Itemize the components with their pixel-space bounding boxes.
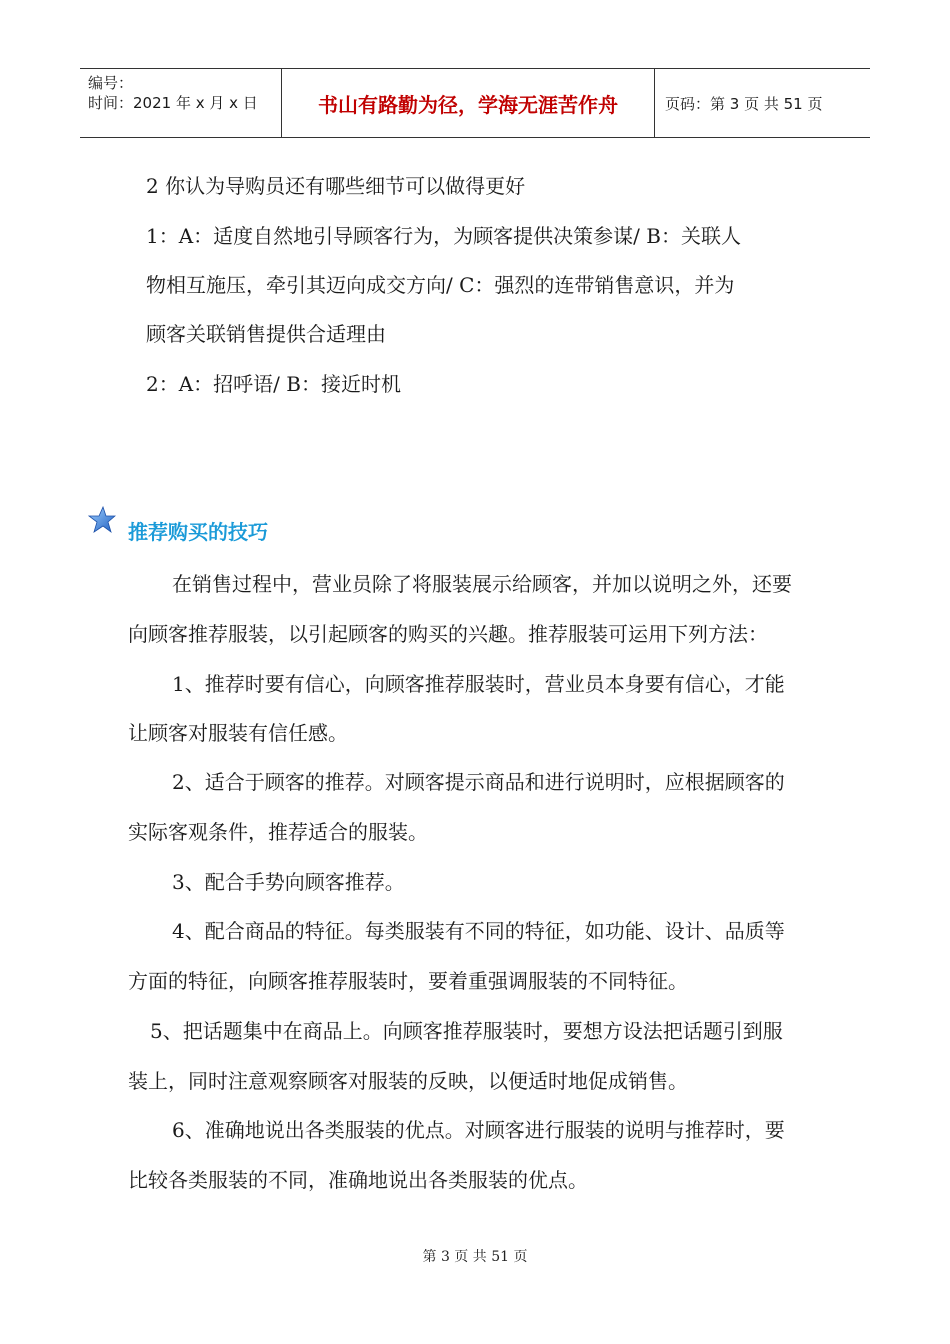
question-text: 2 你认为导购员还有哪些细节可以做得更好 [146,174,526,198]
header-motto: 书山有路勤为径，学海无涯苦作舟 [282,69,655,137]
star-icon [88,506,116,534]
number-label: 编号： [88,74,134,92]
intro-line2: 向顾客推荐服装，以引起顾客的购买的兴趣。推荐服装可运用下列方法： [128,622,768,646]
page-header [80,68,870,138]
item1-line1: 1、推荐时要有信心，向顾客推荐服装时，营业员本身要有信心，才能 [172,672,785,696]
item2-line2: 实际客观条件，推荐适合的服装。 [128,820,428,844]
item5-line2: 装上，同时注意观察顾客对服装的反映，以便适时地促成销售。 [128,1069,688,1093]
answer1-line3: 顾客关联销售提供合适理由 [146,322,386,346]
item1-line2: 让顾客对服装有信任感。 [128,721,348,745]
header-page-number: 页码：第 3 页 共 51 页 [665,94,823,113]
answer2-text: 2：A：招呼语/ B：接近时机 [146,372,401,396]
item2-line1: 2、适合于顾客的推荐。对顾客提示商品和进行说明时，应根据顾客的 [172,770,785,794]
answer1-line1: 1：A：适度自然地引导顾客行为，为顾客提供决策参谋/ B：关联人 [146,224,741,248]
header-info-cell [80,69,282,137]
item4-line1: 4、配合商品的特征。每类服装有不同的特征，如功能、设计、品质等 [172,919,785,943]
section-heading: 推荐购买的技巧 [128,520,268,544]
item6-line1: 6、准确地说出各类服装的优点。对顾客进行服装的说明与推荐时，要 [172,1118,785,1142]
item6-line2: 比较各类服装的不同，准确地说出各类服装的优点。 [128,1168,588,1192]
item5-line1: 5、把话题集中在商品上。向顾客推荐服装时，要想方设法把话题引到服 [150,1019,783,1043]
item3-line1: 3、配合手势向顾客推荐。 [172,870,405,894]
item4-line2: 方面的特征，向顾客推荐服装时，要着重强调服装的不同特征。 [128,969,688,993]
answer1-line2: 物相互施压，牵引其迈向成交方向/ C：强烈的连带销售意识，并为 [146,273,735,297]
page-footer: 第 3 页 共 51 页 [422,1249,528,1265]
date-label: 时间：2021 年 x 月 x 日 [88,94,258,112]
intro-line1: 在销售过程中，营业员除了将服装展示给顾客，并加以说明之外，还要 [172,572,792,596]
